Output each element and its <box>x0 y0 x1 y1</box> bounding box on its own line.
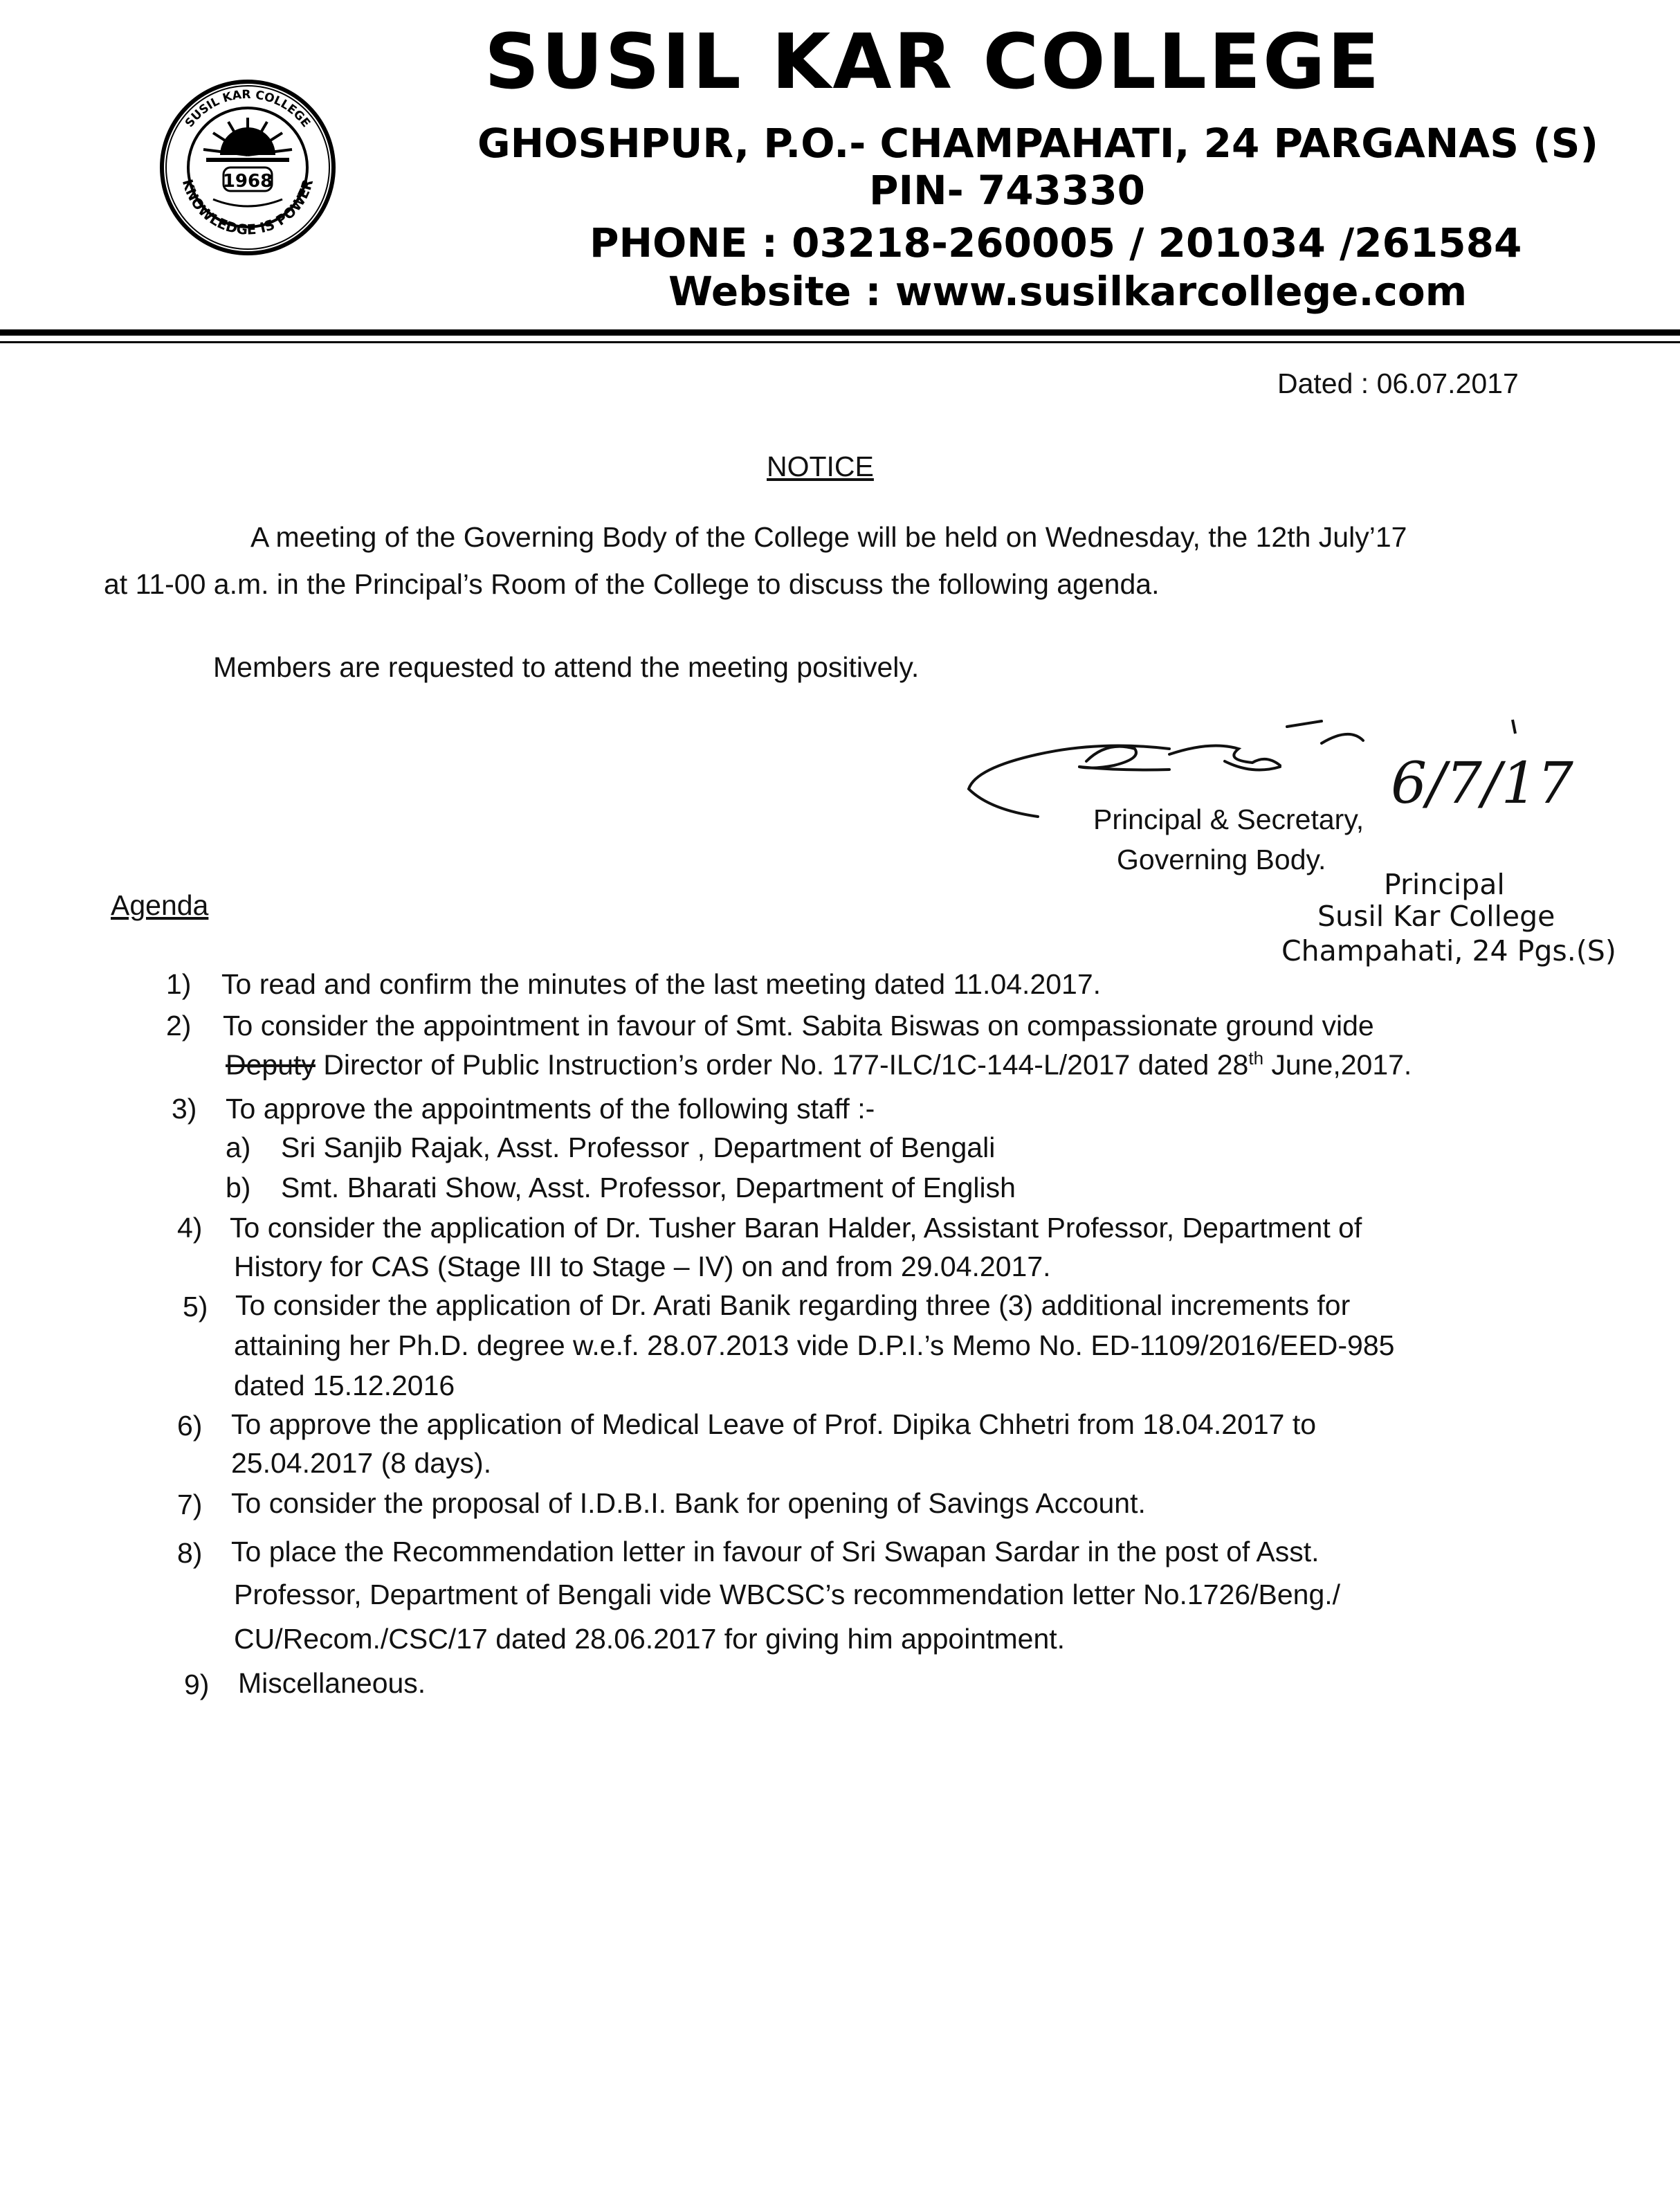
sub-item-letter: b) <box>226 1172 251 1203</box>
agenda-item-8-line-3: CU/Recom./CSC/17 dated 28.06.2017 for giving him appointment. <box>234 1623 1066 1655</box>
struck-word: Deputy <box>226 1048 316 1081</box>
notice-date: Dated : 06.07.2017 <box>1277 367 1519 399</box>
agenda-item-number: 5) <box>183 1291 208 1322</box>
college-name: SUSIL KAR COLLEGE <box>484 17 1382 106</box>
notice-paragraph-line-2: at 11-00 a.m. in the Principal’s Room of the College to discuss the following agenda. <box>104 568 1160 600</box>
header-rule-thick <box>0 329 1680 336</box>
agenda-item-4-line-2: History for CAS (Stage III to Stage – IV) on and from 29.04.2017. <box>234 1251 1051 1282</box>
agenda-item-number: 6) <box>177 1410 203 1442</box>
college-phone: PHONE : 03218-260005 / 201034 /261584 <box>590 219 1522 266</box>
agenda-item-6-line-1: To approve the application of Medical Leave of Prof. Dipika Chhetri from 18.04.2017 to <box>231 1408 1317 1440</box>
agenda-item-number: 7) <box>177 1489 203 1520</box>
signatory-designation-line-2: Governing Body. <box>1117 844 1326 875</box>
signatory-designation-line-1: Principal & Secretary, <box>1093 803 1364 835</box>
agenda-item-2-line-2: Deputy Director of Public Instruction’s order No. 177-ILC/1C-144-L/2017 dated 28th June,2017. <box>226 1048 1412 1081</box>
agenda-item-7-line-1: To consider the proposal of I.D.B.I. Bank for opening of Savings Account. <box>231 1487 1146 1519</box>
college-website: Website : www.susilkarcollege.com <box>668 268 1468 315</box>
stamp-line-college: Susil Kar College <box>1317 900 1555 933</box>
seal-bottom-text: KNOWLEDGE IS POWER <box>179 177 317 238</box>
agenda-item-3-sub-a: Sri Sanjib Rajak, Asst. Professor , Department of Bengali <box>281 1131 996 1163</box>
agenda-item-number: 4) <box>177 1212 203 1244</box>
seal-top-text: SUSIL KAR COLLEGE <box>182 87 313 131</box>
agenda-item-4-line-1: To consider the application of Dr. Tusher Baran Halder, Assistant Professor, Department of <box>230 1212 1362 1244</box>
agenda-item-6-line-2: 25.04.2017 (8 days). <box>231 1447 492 1479</box>
agenda-item-5-line-1: To consider the application of Dr. Arati Banik regarding three (3) additional increments for <box>235 1289 1351 1321</box>
agenda-item-1-line-1: To read and confirm the minutes of the last meeting dated 11.04.2017. <box>221 968 1102 1000</box>
stamp-line-principal: Principal <box>1384 868 1505 901</box>
agenda-item-3-sub-b: Smt. Bharati Show, Asst. Professor, Department of English <box>281 1172 1016 1203</box>
agenda-item-number: 8) <box>177 1537 203 1569</box>
agenda-item-number: 2) <box>166 1010 192 1042</box>
agenda-title: Agenda <box>111 889 209 921</box>
agenda-item-8-line-1: To place the Recommendation letter in favour of Sri Swapan Sardar in the post of Asst. <box>231 1536 1320 1567</box>
agenda-item-5-line-3: dated 15.12.2016 <box>234 1370 455 1401</box>
attendance-request: Members are requested to attend the meeting positively. <box>213 651 920 683</box>
agenda-item-number: 1) <box>166 968 192 1000</box>
sub-item-letter: a) <box>226 1131 251 1163</box>
header-rule-thin <box>0 341 1680 343</box>
notice-paragraph-line-1: A meeting of the Governing Body of the College will be held on Wednesday, the 12th July’17 <box>250 521 1407 553</box>
agenda-item-number: 3) <box>172 1093 197 1125</box>
college-pin: PIN- 743330 <box>869 167 1146 214</box>
agenda-item-5-line-2: attaining her Ph.D. degree w.e.f. 28.07.2013 vide D.P.I.’s Memo No. ED-1109/2016/EED-985 <box>234 1329 1395 1361</box>
agenda-item-9-line-1: Miscellaneous. <box>238 1667 426 1699</box>
agenda-item-2-line-1: To consider the appointment in favour of Smt. Sabita Biswas on compassionate ground vide <box>223 1010 1374 1042</box>
notice-title: NOTICE <box>767 451 874 482</box>
agenda-item-8-line-2: Professor, Department of Bengali vide WBCSC’s recommendation letter No.1726/Beng./ <box>234 1579 1341 1610</box>
college-address: GHOSHPUR, P.O.- CHAMPAHATI, 24 PARGANAS (S) <box>477 120 1598 167</box>
agenda-item-3-line-1: To approve the appointments of the following staff :- <box>226 1093 875 1125</box>
college-seal-logo <box>158 78 338 257</box>
seal-year: 1968 <box>222 171 273 192</box>
handwritten-date: 6/7/17 <box>1391 751 1573 817</box>
stamp-line-location: Champahati, 24 Pgs.(S) <box>1281 934 1616 967</box>
agenda-item-number: 9) <box>184 1669 210 1700</box>
